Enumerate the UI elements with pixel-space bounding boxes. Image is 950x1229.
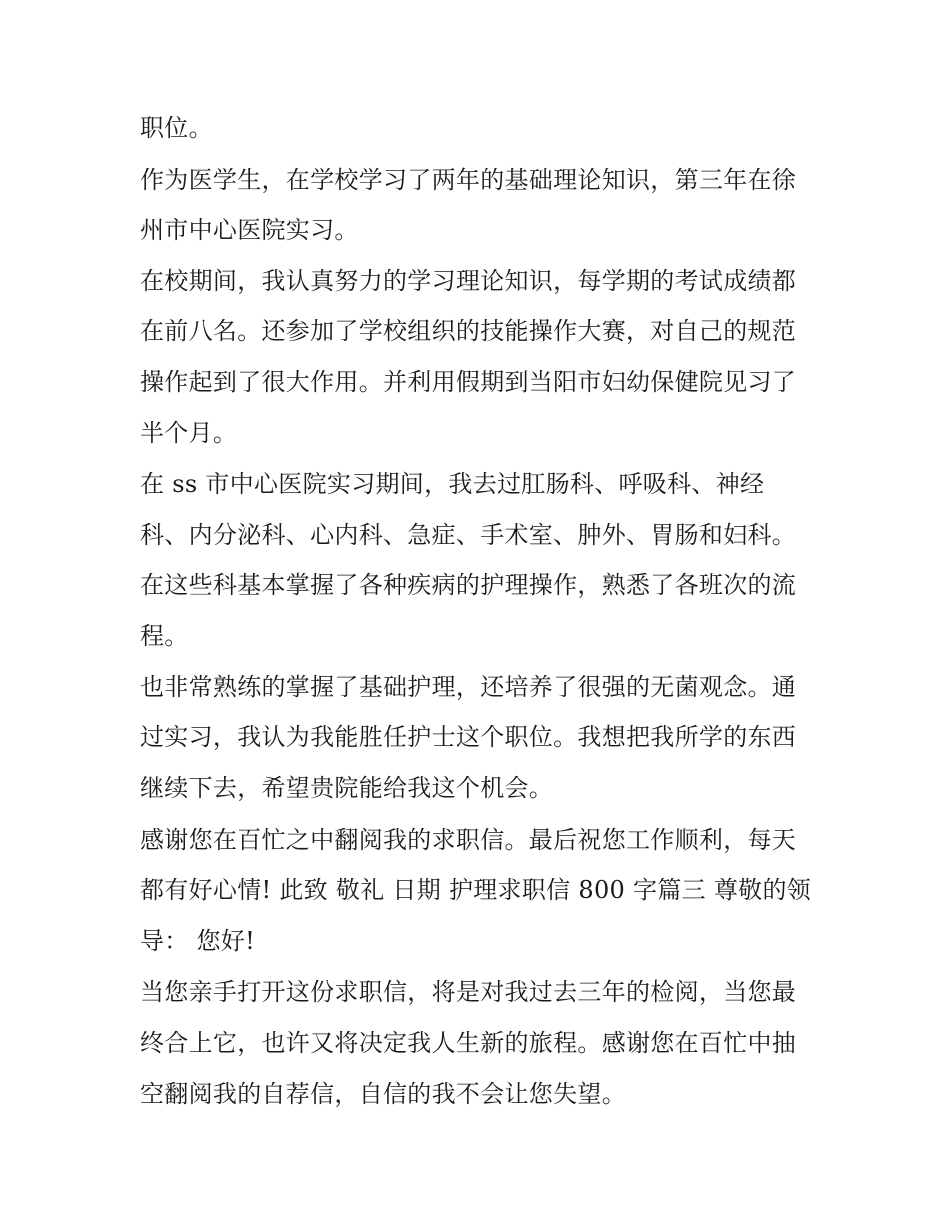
- text-line: 当您亲手打开这份求职信，将是对我过去三年的检阅，当您最: [140, 978, 797, 1006]
- text-line: 过实习，我认为我能胜任护士这个职位。我想把我所学的东西: [140, 723, 797, 751]
- text-line: 作为医学生，在学校学习了两年的基础理论知识，第三年在徐: [140, 166, 797, 194]
- text-line: 导： 您好!: [140, 927, 256, 955]
- text-line: 在这些科基本掌握了各种疾病的护理操作，熟悉了各班次的流: [140, 571, 797, 599]
- text-line: 在前八名。还参加了学校组织的技能操作大赛，对自己的规范: [140, 317, 797, 345]
- text-line: 在 ss 市中心医院实习期间，我去过肛肠科、呼吸科、神经: [140, 470, 765, 498]
- text-line: 都有好心情! 此致 敬礼 日期 护理求职信 800 字篇三 尊敬的领: [140, 876, 812, 904]
- text-line: 继续下去，希望贵院能给我这个机会。: [140, 774, 554, 802]
- text-line: 也非常熟练的掌握了基础护理，还培养了很强的无菌观念。通: [140, 673, 797, 701]
- text-line: 感谢您在百忙之中翻阅我的求职信。最后祝您工作顺利，每天: [140, 826, 797, 854]
- text-line: 程。: [140, 622, 189, 650]
- text-line: 在校期间，我认真努力的学习理论知识，每学期的考试成绩都: [140, 267, 797, 295]
- text-line: 操作起到了很大作用。并利用假期到当阳市妇幼保健院见习了: [140, 368, 797, 396]
- text-line: 州市中心医院实习。: [140, 216, 359, 244]
- text-line: 职位。: [140, 114, 213, 142]
- text-line: 终合上它，也许又将决定我人生新的旅程。感谢您在百忙中抽: [140, 1029, 797, 1057]
- text-line: 科、内分泌科、心内科、急症、手术室、肿外、胃肠和妇科。: [140, 521, 797, 549]
- text-line: 空翻阅我的自荐信，自信的我不会让您失望。: [140, 1080, 626, 1108]
- text-line: 半个月。: [140, 419, 238, 447]
